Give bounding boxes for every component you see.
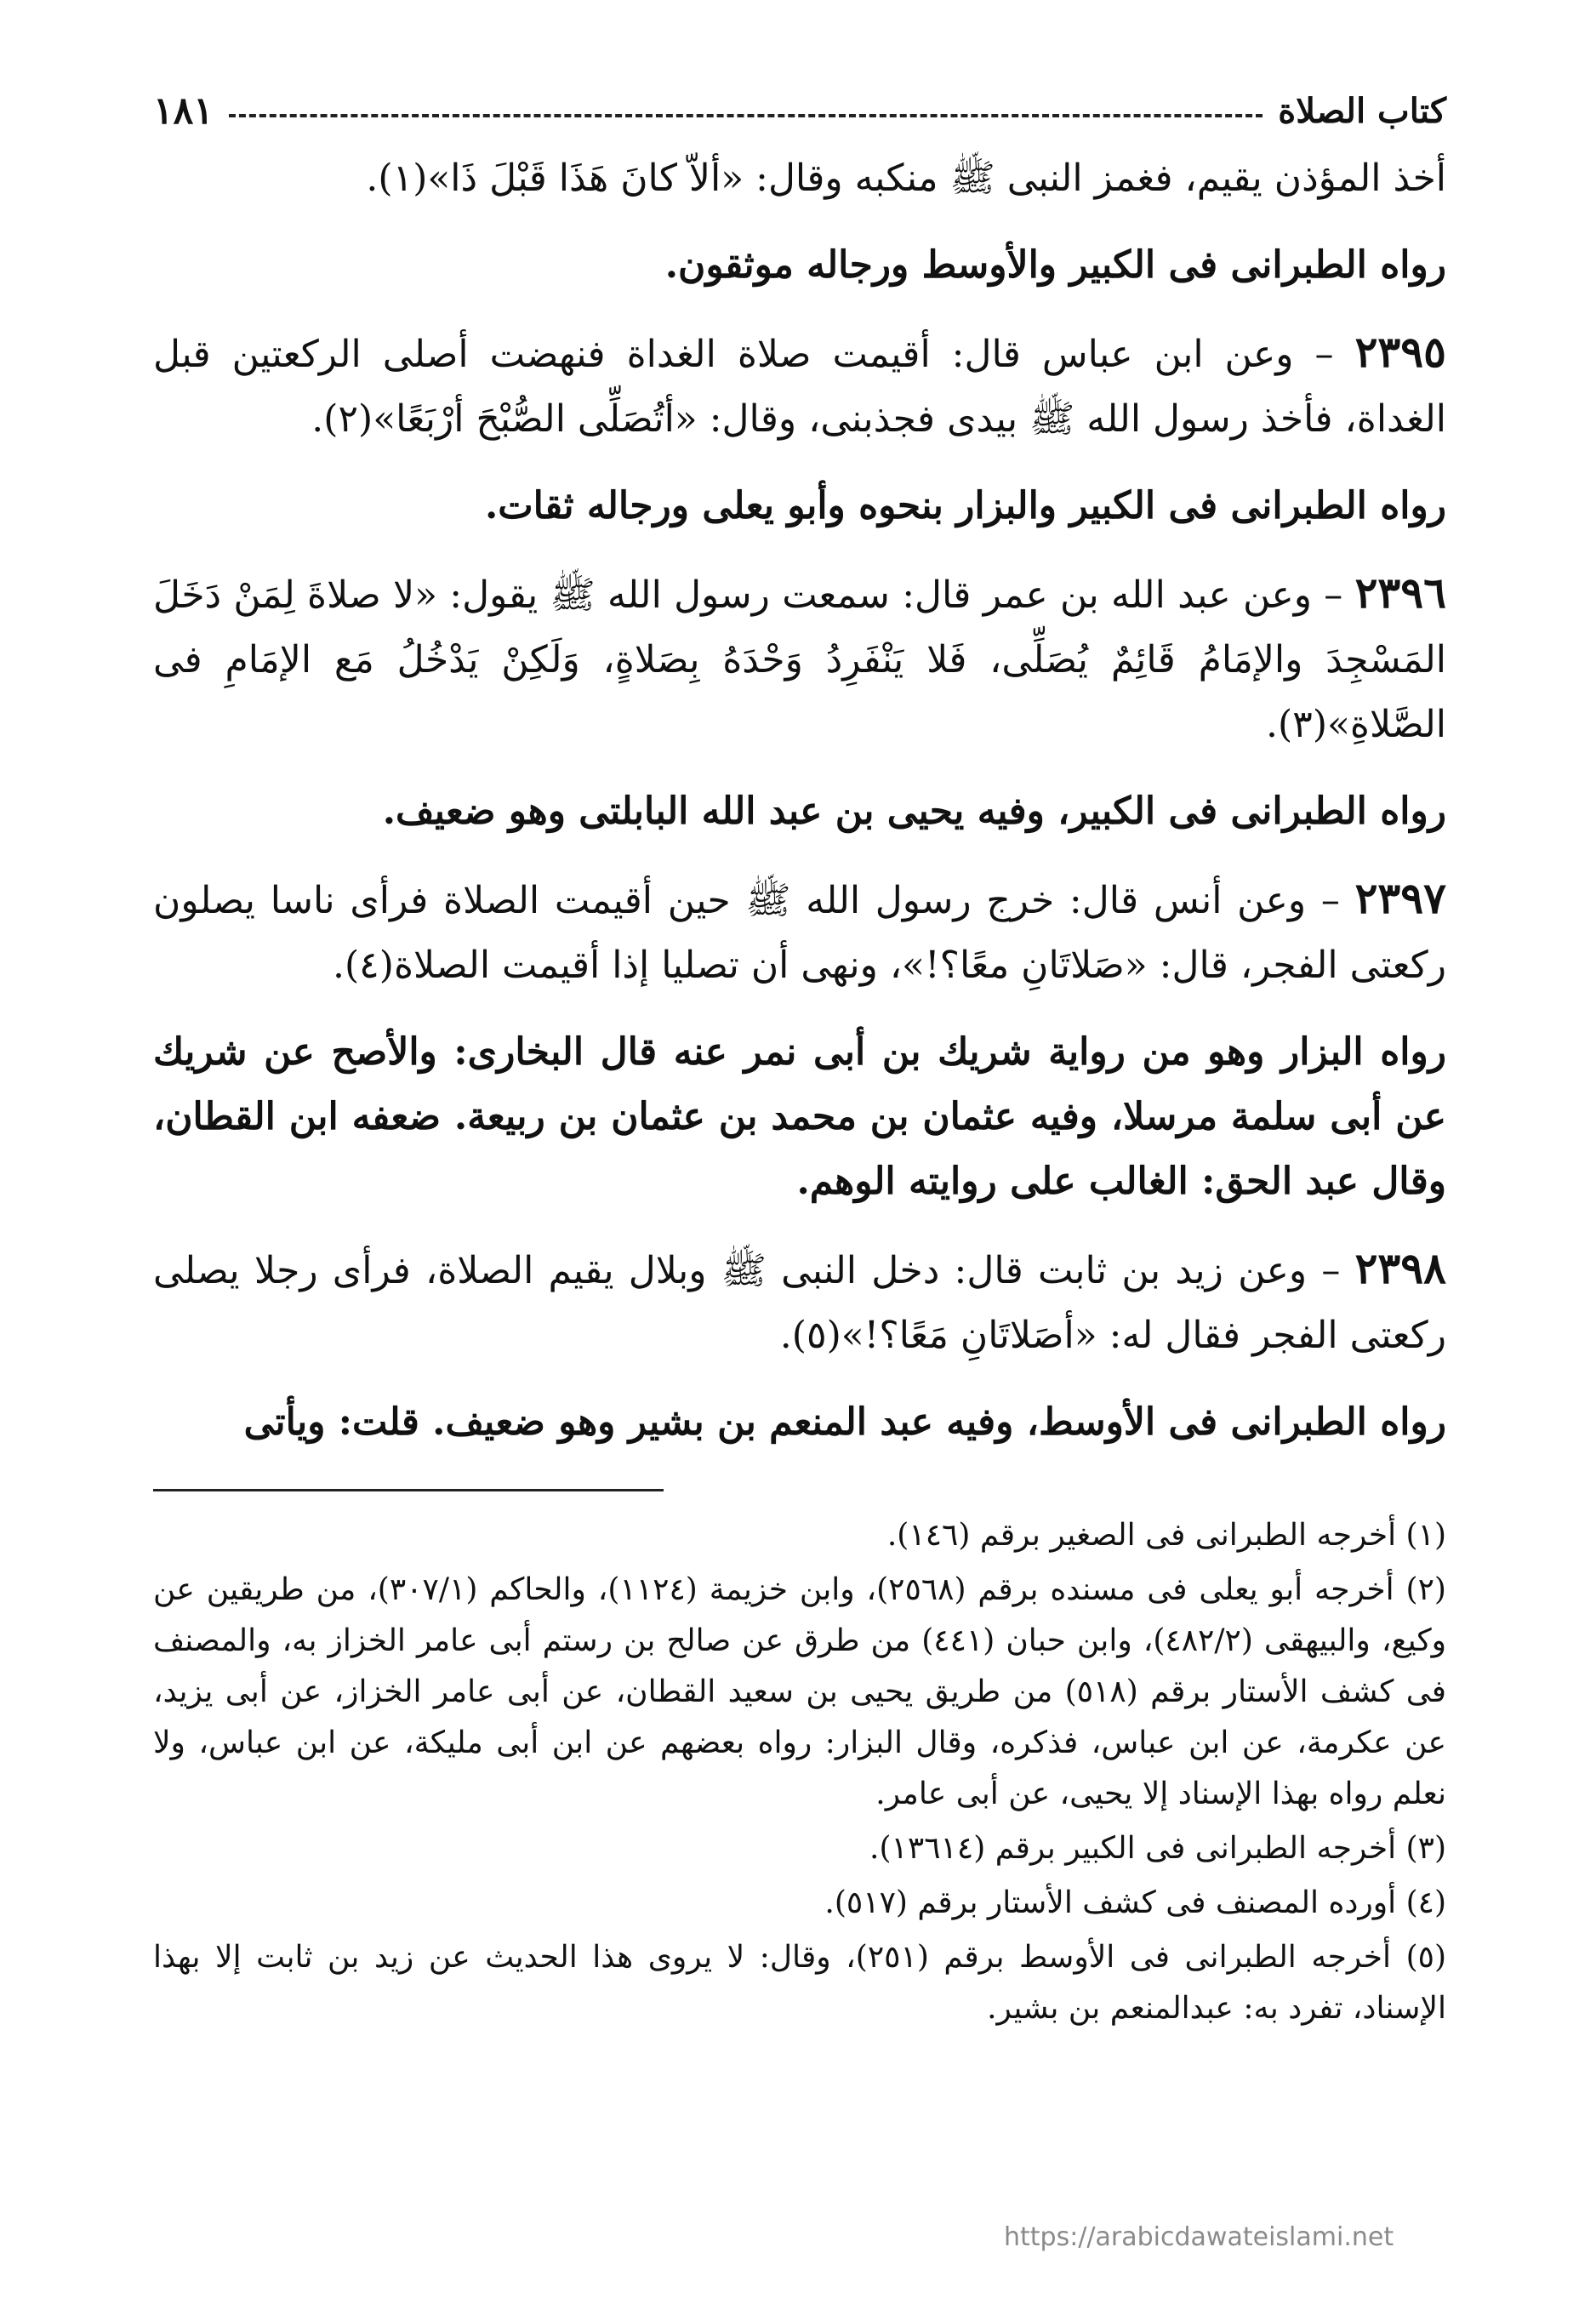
footnote-1: (١) أخرجه الطبرانى فى الصغير برقم (١٤٦). <box>886 1518 1446 1553</box>
source-watermark: https://arabicdawateislami.net <box>1004 2222 1394 2252</box>
hadith-text: – وعن أنس قال: خرج رسول الله ﷺ حين أقيمت الصلاة فرأى ناسا يصلون ركعتى الفجر، قال: «صَلاتَانِ معًا؟!»، ونهى أن تصليا إذا أقيمت الصلاة(٤). <box>153 879 1446 987</box>
footnotes <box>153 1510 1446 2034</box>
footnote-5: (٥) أخرجه الطبرانى فى الأوسط برقم (٢٥١)، وقال: لا يروى هذا الحديث عن زيد بن ثابت إلا بهذا الإسناد، تفرد به: عبدالمنعم بن بشير. <box>153 1940 1447 2026</box>
hadith-2397 <box>153 866 1446 998</box>
hadith-number: ٢٣٩٨ <box>1354 1243 1446 1293</box>
main-text <box>153 146 1446 1455</box>
footnote-separator <box>153 1489 664 1491</box>
footnote-3: (٣) أخرجه الطبرانى فى الكبير برقم (١٣٦١٤). <box>869 1831 1446 1866</box>
document-page <box>153 85 1446 2263</box>
header-dashed-rule <box>229 114 1263 117</box>
narration-source-1: رواه الطبرانى فى الكبير والأوسط ورجاله موثقون. <box>664 243 1446 287</box>
narration-source-5: رواه الطبرانى فى الأوسط، وفيه عبد المنعم بن بشير وهو ضعيف. قلت: ويأتى <box>243 1400 1446 1444</box>
page-header <box>153 85 1446 136</box>
page-number: ١٨١ <box>153 88 214 133</box>
narration-source-4: رواه البزار وهو من رواية شريك بن أبى نمر عنه قال البخارى: والأصح عن شريك عن أبى سلمة مرسلا، وفيه عثمان بن محمد بن عثمان بن ربيعة. ضعفه ابن القطان، وقال عبد الحق: الغالب على روايته الوهم. <box>153 1030 1446 1203</box>
hadith-number: ٢٣٩٧ <box>1354 873 1446 923</box>
hadith-2396 <box>153 561 1446 757</box>
footnote-4: (٤) أورده المصنف فى كشف الأستار برقم (٥١٧). <box>824 1885 1446 1920</box>
hadith-2398 <box>153 1236 1446 1368</box>
footnote-2: (٢) أخرجه أبو يعلى فى مسنده برقم (٢٥٦٨)، وابن خزيمة (١١٢٤)، والحاكم (٣٠٧/١)، من طريقين عن وكيع، والبيهقى (٤٨٢/٢)، وابن حبان (٤٤١) من طرق عن صالح بن رستم أبى عامر الخزاز به، والمصنف فى كشف الأستار برقم (٥١٨) من طريق يحيى بن سعيد القطان، عن أبى عامر الخزاز، عن أبى يزيد، عن عكرمة، عن ابن عباس، فذكره، وقال البزار: رواه بعضهم عن ابن أبى مليكة، عن ابن عباس، ولا نعلم رواه بهذا الإسناد إلا يحيى، عن أبى عامر. <box>153 1572 1446 1811</box>
hadith-text: – وعن زيد بن ثابت قال: دخل النبى ﷺ وبلال يقيم الصلاة، فرأى رجلا يصلى ركعتى الفجر فقال له: «أصَلاتَانِ مَعًا؟!»(٥). <box>153 1249 1446 1357</box>
hadith-text: – وعن عبد الله بن عمر قال: سمعت رسول الله ﷺ يقول: «لا صلاةَ لِمَنْ دَخَلَ المَسْجِدَ والإمَامُ قَائِمٌ يُصَلِّى، فَلا يَنْفَرِدُ وَحْدَهُ بِصَلاةٍ، وَلَكِنْ يَدْخُلُ مَع الإمَامِ فى الصَّلاةِ»(٣). <box>153 573 1446 746</box>
hadith-number: ٢٣٩٥ <box>1354 327 1446 377</box>
narration-source-3: رواه الطبرانى فى الكبير، وفيه يحيى بن عبد الله البابلتى وهو ضعيف. <box>382 790 1446 833</box>
chapter-title: كتاب الصلاة <box>1278 90 1446 131</box>
hadith-number: ٢٣٩٦ <box>1354 567 1446 618</box>
hadith-text: – وعن ابن عباس قال: أقيمت صلاة الغداة فنهضت أصلى الركعتين قبل الغداة، فأخذ رسول الله ﷺ بيدى فجذبنى، وقال: «أتُصَلِّى الصُّبْحَ أرْبَعًا»(٢). <box>153 333 1446 441</box>
paragraph-1: أخذ المؤذن يقيم، فغمز النبى ﷺ منكبه وقال: «ألاّ كانَ هَذَا قَبْلَ ذَا»(١). <box>366 157 1446 200</box>
hadith-2395 <box>153 320 1446 452</box>
narration-source-2: رواه الطبرانى فى الكبير والبزار بنحوه وأبو يعلى ورجاله ثقات. <box>484 484 1446 528</box>
